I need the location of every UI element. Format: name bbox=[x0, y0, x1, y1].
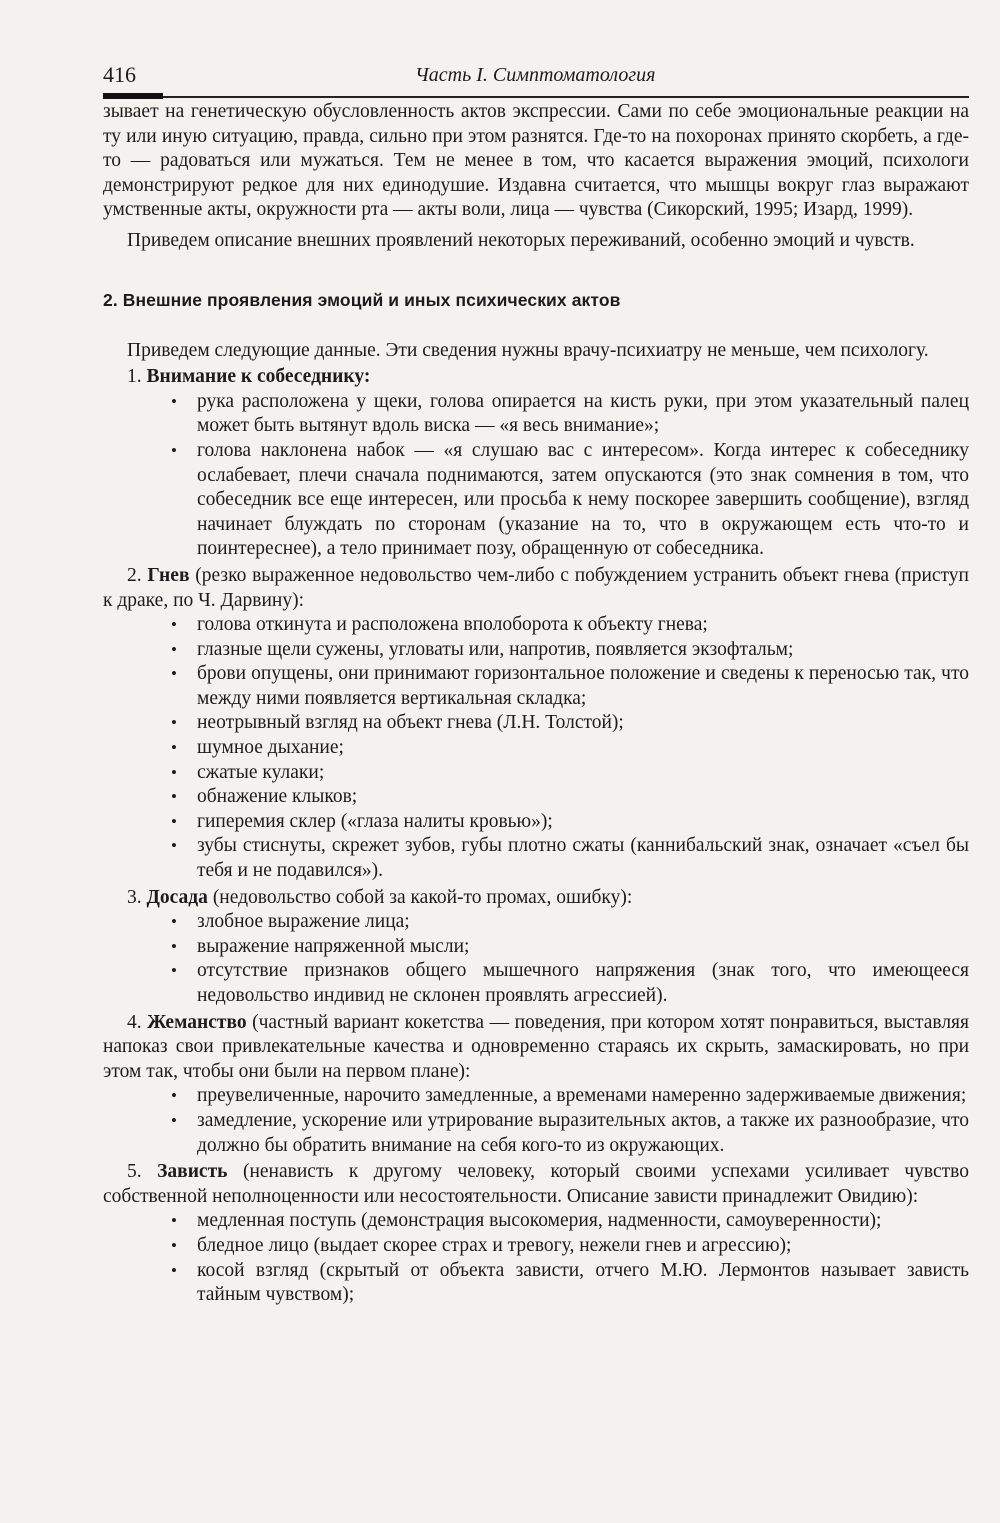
item-term: Жеманство bbox=[147, 1011, 247, 1033]
bullet-item: • выражение напряженной мысли; bbox=[197, 935, 969, 960]
book-page bbox=[103, 60, 969, 1308]
bullet-item: • косой взгляд (скрытый от объекта зависти, отчего М.Ю. Лермонтов называет зависть тайным чувством); bbox=[197, 1259, 969, 1308]
numbered-list bbox=[103, 365, 969, 1308]
bullet-list bbox=[103, 1209, 969, 1307]
list-item-5 bbox=[103, 1160, 969, 1209]
section-heading: 2. Внешние проявления эмоций и иных психических актов bbox=[103, 289, 621, 310]
item-description: (недовольство собой за какой-то промах, ошибку): bbox=[207, 886, 633, 908]
bullet-item: • гиперемия склер («глаза налиты кровью»); bbox=[197, 810, 969, 835]
list-item-4 bbox=[103, 1011, 969, 1085]
bullet-item: • брови опущены, они принимают горизонтальное положение и сведены к переносью так, что между ними появляется вертикальная складка; bbox=[197, 662, 969, 711]
list-item-3 bbox=[103, 886, 969, 911]
item-number: 1. bbox=[127, 366, 142, 388]
bullet-item: • злобное выражение лица; bbox=[197, 910, 969, 935]
running-title: Часть I. Симптоматология bbox=[415, 64, 656, 86]
page-number: 416 bbox=[103, 62, 136, 87]
bullet-item: • преувеличенные, нарочито замедленные, а временами намеренно задерживаемые движения; bbox=[197, 1084, 969, 1109]
bullet-item: • замедление, ускорение или утрирование выразительных актов, а также их разнообразие, что должно бы обратить внимание на себя кого-то из окружающих. bbox=[197, 1109, 969, 1158]
item-number: 4. bbox=[127, 1011, 142, 1033]
intro-paragraph: зывает на генетическую обусловленность актов экспрессии. Сами по себе эмоциональные реакции на ту или иную ситуацию, правда, сильно при этом разнятся. Где-то на похоронах принято скорбеть, а где-то — радоваться или мужаться. Тем не менее в том, что касается выражения эмоций, психологи демонстрируют редкое для них единодушие. Издавна считается, что мышцы вокруг глаз выражают умственные акты, окружности рта — акты воли, лица — чувства (Сикорский, 1995; Изард, 1999). bbox=[103, 101, 969, 221]
bullet-item: • сжатые кулаки; bbox=[197, 761, 969, 786]
item-description: (ненависть к другому человеку, который своими успехами усиливает чувство собственной неполноценности или несостоятельности. Описание зависти принадлежит Овидию): bbox=[103, 1161, 970, 1207]
item-term: Гнев bbox=[147, 564, 190, 586]
item-number: 5. bbox=[127, 1161, 142, 1183]
item-number: 3. bbox=[127, 886, 142, 908]
bullet-item: • голова откинута и расположена вполоборота к объекту гнева; bbox=[197, 613, 969, 638]
bullet-list bbox=[103, 1084, 969, 1158]
item-term: Внимание к собеседнику: bbox=[146, 366, 371, 388]
bullet-item: • зубы стиснуты, скрежет зубов, губы плотно сжаты (каннибальский знак, означает «съел бы тебя и не подавился»). bbox=[197, 834, 969, 883]
bullet-item: • шумное дыхание; bbox=[197, 736, 969, 761]
bullet-list bbox=[103, 613, 969, 884]
intro-paragraph-2: Приведем описание внешних проявлений некоторых переживаний, особенно эмоций и чувств. bbox=[127, 229, 915, 251]
item-term: Зависть bbox=[157, 1161, 228, 1183]
bullet-list bbox=[103, 390, 969, 562]
section-lead: Приведем следующие данные. Эти сведения нужны врачу-психиатру не меньше, чем психологу. bbox=[127, 339, 929, 361]
item-term: Досада bbox=[146, 886, 208, 908]
bullet-item: • голова наклонена набок — «я слушаю вас с интересом». Когда интерес к собеседнику ослабевает, плечи сначала поднимаются, затем опускаются (это знак сомнения в том, что собеседник все еще интересен, или просьба к нему поскорее завершить сообщение), взгляд начинает блуждать по сторонам (указание на то, что в окружающем есть что-то и поинтереснее), а тело принимает позу, обращенную от собеседника. bbox=[197, 439, 969, 562]
header-rule bbox=[103, 96, 969, 98]
bullet-item: • обнажение клыков; bbox=[197, 785, 969, 810]
item-description: (резко выраженное недовольство чем-либо с побуждением устранить объект гнева (приступ к драке, по Ч. Дарвину): bbox=[103, 564, 969, 611]
bullet-item: • неотрывный взгляд на объект гнева (Л.Н. Толстой); bbox=[197, 711, 969, 736]
list-item-1 bbox=[103, 365, 969, 390]
item-description: (частный вариант кокетства — поведения, при котором хотят понравиться, выставляя напоказ свои привлекательные качества и одновременно стараясь их скрыть, замаскировать, но при этом так, чтобы они были на первом плане): bbox=[103, 1011, 969, 1082]
bullet-item: • рука расположена у щеки, голова опирается на кисть руки, при этом указательный палец может быть вытянут вдоль виска — «я весь внимание»; bbox=[197, 390, 969, 439]
item-number: 2. bbox=[127, 564, 142, 586]
bullet-item: • медленная поступь (демонстрация высокомерия, надменности, самоуверенности); bbox=[197, 1209, 969, 1234]
list-item-2 bbox=[103, 564, 969, 613]
bullet-item: • глазные щели сужены, угловаты или, напротив, появляется экзофтальм; bbox=[197, 638, 969, 663]
bullet-item: • отсутствие признаков общего мышечного напряжения (знак того, что имеющееся недовольство индивид не склонен проявлять агрессией). bbox=[197, 959, 969, 1008]
bullet-item: • бледное лицо (выдает скорее страх и тревогу, нежели гнев и агрессию); bbox=[197, 1234, 969, 1259]
bullet-list bbox=[103, 910, 969, 1008]
running-header bbox=[103, 60, 969, 94]
